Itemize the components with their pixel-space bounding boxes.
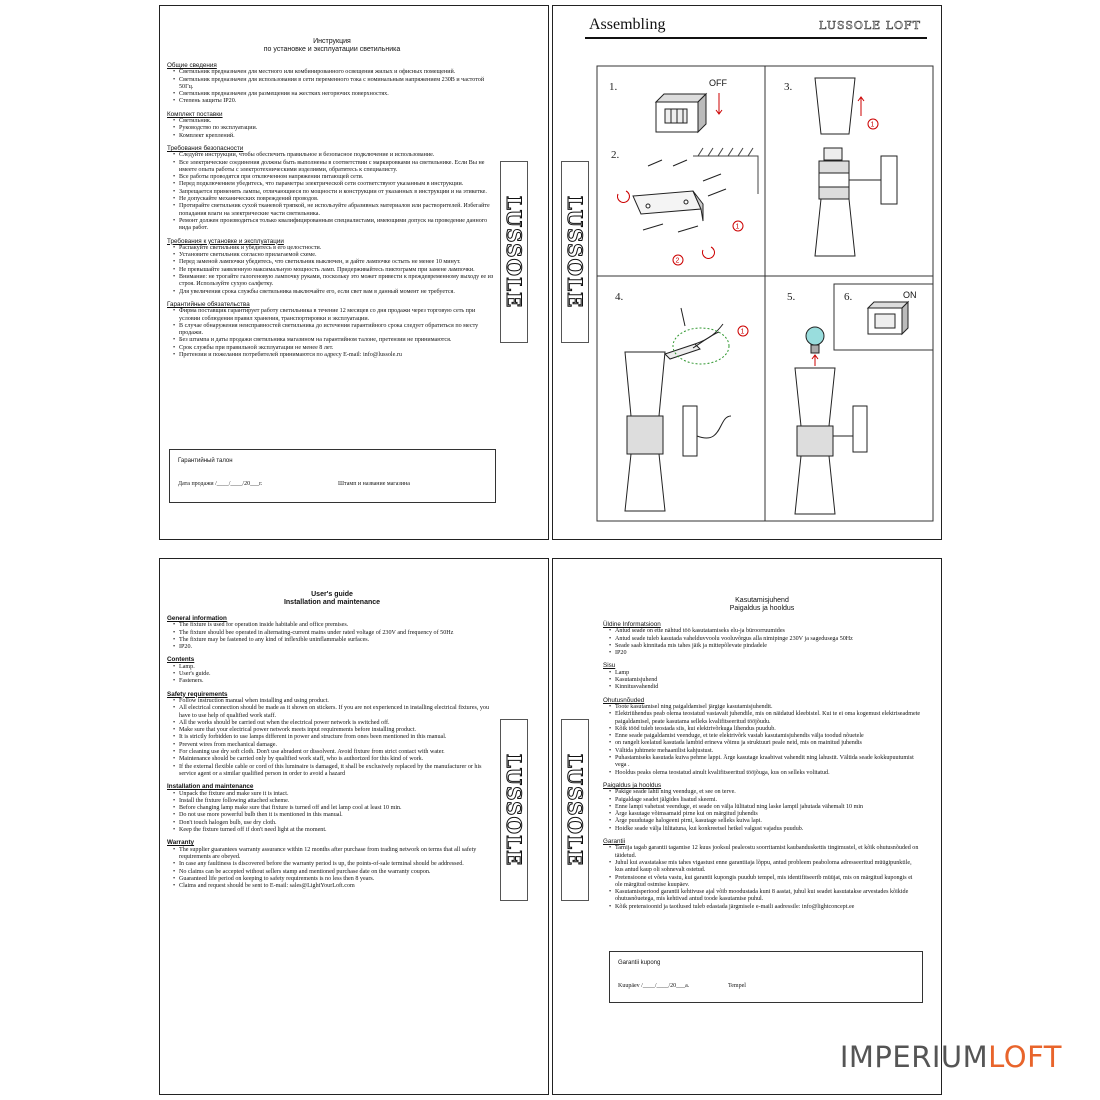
- en-text-column: [167, 591, 497, 890]
- list-item: • Запрещается применять лампы, отличающиеся по мощности и конструкции от указанных в инструкции и на этикетке.: [179, 189, 497, 196]
- section-heading: Paigaldus ja hooldus: [603, 781, 662, 789]
- list-item: • Maintenance should be carried only by qualified work staff, who is authorized for this kind of work.: [179, 756, 497, 763]
- section-heading: Общие сведения: [167, 62, 217, 69]
- list-item: • Фирма поставщик гарантирует работу светильника в течение 12 месяцев со дня продажи через торговую сеть при условии соблюдения правил хранения, транспортировки и эксплуатации.: [179, 308, 497, 323]
- lamp-assembly-step3: [815, 78, 897, 256]
- list-item: • IP20.: [179, 644, 497, 651]
- ru-warranty-coupon: [169, 449, 496, 503]
- lussole-logo-left-text: LUSSOLE: [563, 195, 587, 309]
- section-heading: Требования к установке и эксплуатации: [167, 237, 284, 245]
- mounting-bracket-icon: [633, 191, 703, 221]
- list-item: • Pakige seade lahti ning veenduge, et see on terve.: [615, 789, 921, 796]
- list-item: • The supplier guarantees warranty assurance within 12 months after purchase from trading network on terms that all safety requirements are obeyed.: [179, 847, 497, 862]
- lamp-assembly-step5: [795, 368, 867, 514]
- list-item: • Следуйте инструкции, чтобы обеспечить правильное и безопасное подключение и использование.: [179, 152, 497, 159]
- list-item: • Ärge puudutage halogeeni pirni, kasutage selleks kuiva lapi.: [615, 818, 921, 825]
- section-list: [167, 791, 497, 835]
- list-item: • Светильник.: [179, 118, 497, 125]
- page-estonian-guide: [552, 558, 942, 1095]
- page-russian-instructions: [159, 5, 549, 540]
- assembling-title: Assembling: [589, 16, 666, 33]
- list-item: • Руководство по эксплуатации.: [179, 125, 497, 132]
- list-item: • Комплект креплений.: [179, 133, 497, 140]
- step-number-5: 5.: [787, 291, 796, 303]
- list-item: • Hoidke seade välja lülitatuna, kui konkreetsel hetkel valgust vajadus puudub.: [615, 826, 921, 833]
- list-item: • В случае обнаружения неисправностей светильника до истечения гарантийного срока следует обратиться по месту продажи.: [179, 323, 497, 338]
- list-item: • IP20: [615, 650, 921, 657]
- list-item: • Для увеличения срока службы светильника выключайте его, если свет вам в данный момент не требуется.: [179, 289, 497, 296]
- list-item: • Kõik tööd tuleb teostada siis, kui elektrivõrkuga lihendus puudub.: [615, 726, 921, 733]
- ru-title-line2: по установке и эксплуатации светильника: [263, 46, 401, 53]
- list-item: • Make sure that your electrical power network meets input requirements before installing product.: [179, 727, 497, 734]
- list-item: • The fixture is used for operation inside habitable and office premises.: [179, 622, 497, 629]
- section-heading: Sisu: [603, 662, 616, 670]
- ru-title-line1: Инструкция: [313, 38, 351, 45]
- section-list: [167, 664, 497, 686]
- list-item: • All electrical connection should be made as it shown on stickers. If you are not experienced in installing electrical fixtures, you have to use help of qualified work staff.: [179, 705, 497, 720]
- section-list: [167, 152, 497, 232]
- section-list: [603, 789, 921, 833]
- list-item: • Pretensioone ei võeta vastu, kui garantii kupongis puudub tempel, mis identifitseerib müüjat, mis on märgitud kupongis ei ole märgitud ostmise kuupäev.: [615, 875, 921, 890]
- list-item: • If the external flexible cable or cord of this luminaire is damaged, it shall be exclusively replaced by the manufacturer or his service agent or a similar qualified person in order to avoid a hazard: [179, 764, 497, 779]
- list-item: • Kinnitusvahendid: [615, 684, 921, 691]
- lamp-assembly-step4: [625, 352, 731, 511]
- section-heading: Safety requirements: [167, 690, 228, 698]
- et-warranty-coupon: [609, 951, 923, 1003]
- lussole-logo-et-text: LUSSOLE: [563, 753, 587, 867]
- list-item: • Fasteners.: [179, 678, 497, 685]
- panel-step-4: [597, 276, 765, 521]
- list-item: • Не превышайте заявленную максимальную мощность ламп. Придерживайтесь пиктограмм при замене лампочки.: [179, 267, 497, 274]
- list-item: • Претензии и пожелания потребителей принимаются по адресу E-mail: info@lussole.ru: [179, 352, 497, 359]
- lussole-logo: [500, 161, 528, 343]
- list-item: • Kõik pretensioonid ja taotlused tuleb edastada järgmisele e-maili aadressile: info@lightconcept.ee: [615, 904, 921, 911]
- list-item: • The fixture may be fastened to any kind of inflexible uninflammable surfaces.: [179, 637, 497, 644]
- list-item: • Lamp: [615, 670, 921, 677]
- section-heading: Garantii: [603, 838, 626, 846]
- list-item: • Внимание: не трогайте галогеновую лампочку руками, поскольку это может привести к преждевременному выходу ее из строя. Используйте сухую салфетку.: [179, 274, 497, 289]
- list-item: • Prevent wires from mechanical damage.: [179, 742, 497, 749]
- list-item: • Paigaldage seadet jälgides lisatud skeemi.: [615, 797, 921, 804]
- up-arrow-step5-icon: [812, 355, 818, 366]
- list-item: • Hooldus peaks olema teostatud ainult kvalifitseeritud tööjõuga, kus on selleks volitatud.: [615, 770, 921, 777]
- list-item: • In case any faultiness is discovered before the warranty period is up, the points-of-sale terminal should be addressed.: [179, 861, 497, 868]
- list-item: • It is strictly forbidden to use lamps different in power and structure from ones been mentioned in this manual.: [179, 734, 497, 741]
- list-item: • Светильник предназначен для размещения на жестких негорючих поверхностях.: [179, 91, 497, 98]
- section-heading: Warranty: [167, 839, 195, 847]
- list-item: • Все работы проводятся при отключенном напряжении питающей сети.: [179, 174, 497, 181]
- list-item: • Lamp.: [179, 664, 497, 671]
- list-item: • Без штампа и даты продажи светильника магазином на гарантийном талоне, претензии не принимаются.: [179, 337, 497, 344]
- list-item: • Seade saab kinnitada mis tahes jäik ja mittepõlevate pindadele: [615, 643, 921, 650]
- on-label: ON: [903, 290, 917, 300]
- section-list: [167, 69, 497, 105]
- list-item: • Don't touch halogen bulb, use dry cloth.: [179, 820, 497, 827]
- ru-title: [167, 38, 497, 54]
- imperium-loft-watermark: [840, 1040, 1062, 1074]
- list-item: • Keep the fixture turned off if don't need light at the moment.: [179, 827, 497, 834]
- watermark-part-2: LOFT: [988, 1040, 1062, 1074]
- step-number-4: 4.: [615, 291, 624, 303]
- ru-sections: [167, 62, 497, 359]
- step-number-3: 3.: [784, 81, 793, 93]
- en-sections: [167, 615, 497, 890]
- page-assembling: [552, 5, 942, 540]
- list-item: • Elektriühendus peab olema teostatud vastavalt juhendile, mis on näidatud kleebistel. Kui te ei oma kogemust elektriseadmete paigaldamisel, peate kasutama selleks kvalifitseeritud tööjõudu.: [615, 711, 921, 726]
- ru-coupon-stamp: Штамп и название магазина: [338, 481, 410, 487]
- off-label: OFF: [709, 78, 727, 88]
- list-item: • Степень защиты IP20.: [179, 98, 497, 105]
- et-title: [603, 597, 921, 613]
- list-item: • Antud seade on ette nähtud töö kasutatamiseks elu-ja büroorruumides: [615, 628, 921, 635]
- et-coupon-title: Garantii kupong: [618, 960, 661, 966]
- ru-coupon-title: Гарантийный талон: [178, 458, 233, 464]
- detail-circle-icon: [673, 328, 729, 364]
- list-item: • Enne seade paigaldamist veenduge, et teie elektrivõrk vastab kasutamisjuhendis välja toodud nõuetele: [615, 733, 921, 740]
- en-title-line1: User's guide: [311, 591, 353, 598]
- breaker-on-icon: [868, 302, 908, 334]
- list-item: • Vältida juhtmete mehaanilist kahjustust.: [615, 748, 921, 755]
- section-heading: Комплект поставки: [167, 110, 223, 118]
- et-text-column: [603, 597, 921, 911]
- list-item: • Не допускайте механических повреждений проводов.: [179, 196, 497, 203]
- lussole-logo-et: [561, 719, 589, 901]
- lussole-logo-text: LUSSOLE: [502, 195, 526, 309]
- list-item: • Install the fixture following attached scheme.: [179, 798, 497, 805]
- section-heading: Contents: [167, 656, 195, 664]
- section-heading: Ohutusnõuded: [603, 696, 645, 704]
- section-list: [603, 670, 921, 692]
- list-item: • Tarnija tagab garantii tagamise 12 kuus jooksul pealeostu soorritamist kaubanduskettis tingimustel, et kõik ohutusnõuded on täidetud.: [615, 845, 921, 860]
- watermark-part-1: IMPERIUM: [839, 1040, 989, 1074]
- en-title-line2: Installation and maintenance: [283, 599, 381, 606]
- list-item: • User's guide.: [179, 671, 497, 678]
- list-item: • Перед заменой лампочки убедитесь, что светильник выключен, и дайте лампочке остыть не менее 10 минут.: [179, 259, 497, 266]
- list-item: • Установите светильник согласно прилагаемой схеме.: [179, 252, 497, 259]
- section-list: [167, 118, 497, 140]
- section-list: [167, 847, 497, 891]
- ru-coupon-date: Дата продажи /____/____/20___г.: [178, 481, 263, 487]
- list-item: • Kasutamisperiood garantii kehtivuse ajal võib moodustada kuni 8 aastat, juhul kui seadet kasutatakse arvestades kõikide ohutusnõuetega, mis kehtivad antud toode kasutamise puhul.: [615, 889, 921, 904]
- breaker-off-icon: [656, 94, 706, 132]
- list-item: • Протирайте светильник сухой тканевой тряпкой, не используйте абразивных материалов или растворителей. Избегайте попадания влаги на электрические части светильника.: [179, 203, 497, 218]
- list-item: • Puhastamiseks kasutada kuiva pehme lappi. Ärge kasutage kraabivat vahendit ning lahustit. Vältida seade kokkupuutumist vega .: [615, 755, 921, 770]
- list-item: • Unpack the fixture and make sure it is intact.: [179, 791, 497, 798]
- list-item: • Распакуйте светильник и убедитесь в его целостности.: [179, 245, 497, 252]
- screwdriver-icon: [681, 308, 685, 326]
- et-title-line1: Kasutamisjuhend: [735, 597, 789, 604]
- ru-text-column: [167, 38, 497, 359]
- wall-hatch-icon: [693, 148, 758, 194]
- list-item: • For cleaning use dry soft cloth. Don't use abradent or dissolvent. Avoid fixture from strict contact with water.: [179, 749, 497, 756]
- marker-1-step3-label: 1: [870, 121, 875, 129]
- step-number-6: 6.: [844, 291, 853, 303]
- list-item: • Kasutamisjuhend: [615, 677, 921, 684]
- list-item: • Do not use more powerful bulb then it is mentioned in this manual.: [179, 812, 497, 819]
- section-list: [603, 704, 921, 777]
- list-item: • Enne lampi vahetust veenduge, et seade on välja lülitatud ning laske lampil jahutada vähemalt 10 min: [615, 804, 921, 811]
- list-item: • Toote kasutamisel ning paigaldamisel järgige kasutamisjuhendit.: [615, 704, 921, 711]
- section-heading: Installation and maintenance: [167, 783, 254, 791]
- list-item: • Antud seade tuleb kasutada vahelduvvoolu vooluvõrgus alla nimipinge 230V ja sagedusega 50Hz: [615, 636, 921, 643]
- list-item: • Светильник предназначен для местного или комбинированного освещения жилых и офисных помещений.: [179, 69, 497, 76]
- section-list: [167, 308, 497, 359]
- et-title-line2: Paigaldus ja hooldus: [729, 605, 795, 612]
- section-list: [603, 845, 921, 911]
- step-number-2: 2.: [611, 149, 620, 161]
- et-coupon-date: Kuupäev /____/____/20___a.: [618, 983, 690, 989]
- list-item: • Guaranteed life period on keeping to safety requirements is no less then 8 years.: [179, 876, 497, 883]
- marker-2-label: 2: [675, 257, 680, 265]
- section-heading: Требования безопасности: [167, 144, 244, 152]
- lussole-logo-en-text: LUSSOLE: [502, 753, 526, 867]
- list-item: • Ärge kasutage võimsamaid pirne kui on märgitud juhendis: [615, 811, 921, 818]
- list-item: • No claims can be accepted without sellers stamp and mentioned purchase date on the warranty coupon.: [179, 869, 497, 876]
- list-item: • Ремонт должен производиться только квалифицированным специалистами, имеющими допуск на проведение данного вида работ.: [179, 218, 497, 233]
- lussole-logo-en: [500, 719, 528, 901]
- list-item: • The fixture should bee operated in alternating-current mains under rated voltage of 230V and frequency of 50Hz: [179, 630, 497, 637]
- list-item: • on rangelt keelatud kasutada lambid erineva võimu ja struktuuri peale neid, mis on mainitud juhendis: [615, 740, 921, 747]
- list-item: • All the works should be carried out when the electrical power network is switched off.: [179, 720, 497, 727]
- assembly-diagram: [553, 6, 942, 540]
- marker-1-label: 1: [735, 223, 740, 231]
- up-arrow-icon: [858, 97, 864, 116]
- brand-logo-text: LUSSOLE LOFT: [819, 19, 921, 32]
- section-list: [603, 628, 921, 657]
- list-item: • Follow instruction manual when installing and using product.: [179, 698, 497, 705]
- section-list: [167, 622, 497, 651]
- et-coupon-stamp: Tempel: [728, 983, 746, 989]
- list-item: • Перед подключением убедитесь, что параметры электрической сети соответствуют указанным в инструкции.: [179, 181, 497, 188]
- page-english-guide: [159, 558, 549, 1095]
- section-list: [167, 698, 497, 778]
- en-title: [167, 591, 497, 607]
- section-heading: Üldine Informatsioon: [603, 621, 661, 628]
- light-bulb-icon: [806, 327, 824, 353]
- marker-1-step4-label: 1: [740, 328, 745, 336]
- step-number-1: 1.: [609, 81, 618, 93]
- list-item: • Before changing lamp make sure that fixture is turned off and let lamp cool at least 10 min.: [179, 805, 497, 812]
- list-item: • Все электрические соединения должны быть выполнены в соответствии с маркировками на светильнике. Если Вы не имеете опыта работы с электротехническими изделиями, обратитесь к специалисту.: [179, 160, 497, 175]
- section-list: [167, 245, 497, 296]
- section-heading: General information: [167, 615, 227, 622]
- et-sections: [603, 621, 921, 911]
- list-item: • Claims and request should be sent to E-mail: sales@LightYourLoft.com: [179, 883, 497, 890]
- list-item: • Juhul kui avastatakse mis tahes vigastust enne garantiiaja lõppu, antud probleem peaboloma adresseeritud müügipunktile, kus antud kaup oli sohnevalt ostetud.: [615, 860, 921, 875]
- list-item: • Срок службы при правильной эксплуатации не менее 8 лет.: [179, 345, 497, 352]
- list-item: • Светильник предназначен для использования в сети переменного тока с номинальным напряжением 230В и частотой 50Гц.: [179, 77, 497, 92]
- section-heading: Гарантийные обязательства: [167, 300, 250, 308]
